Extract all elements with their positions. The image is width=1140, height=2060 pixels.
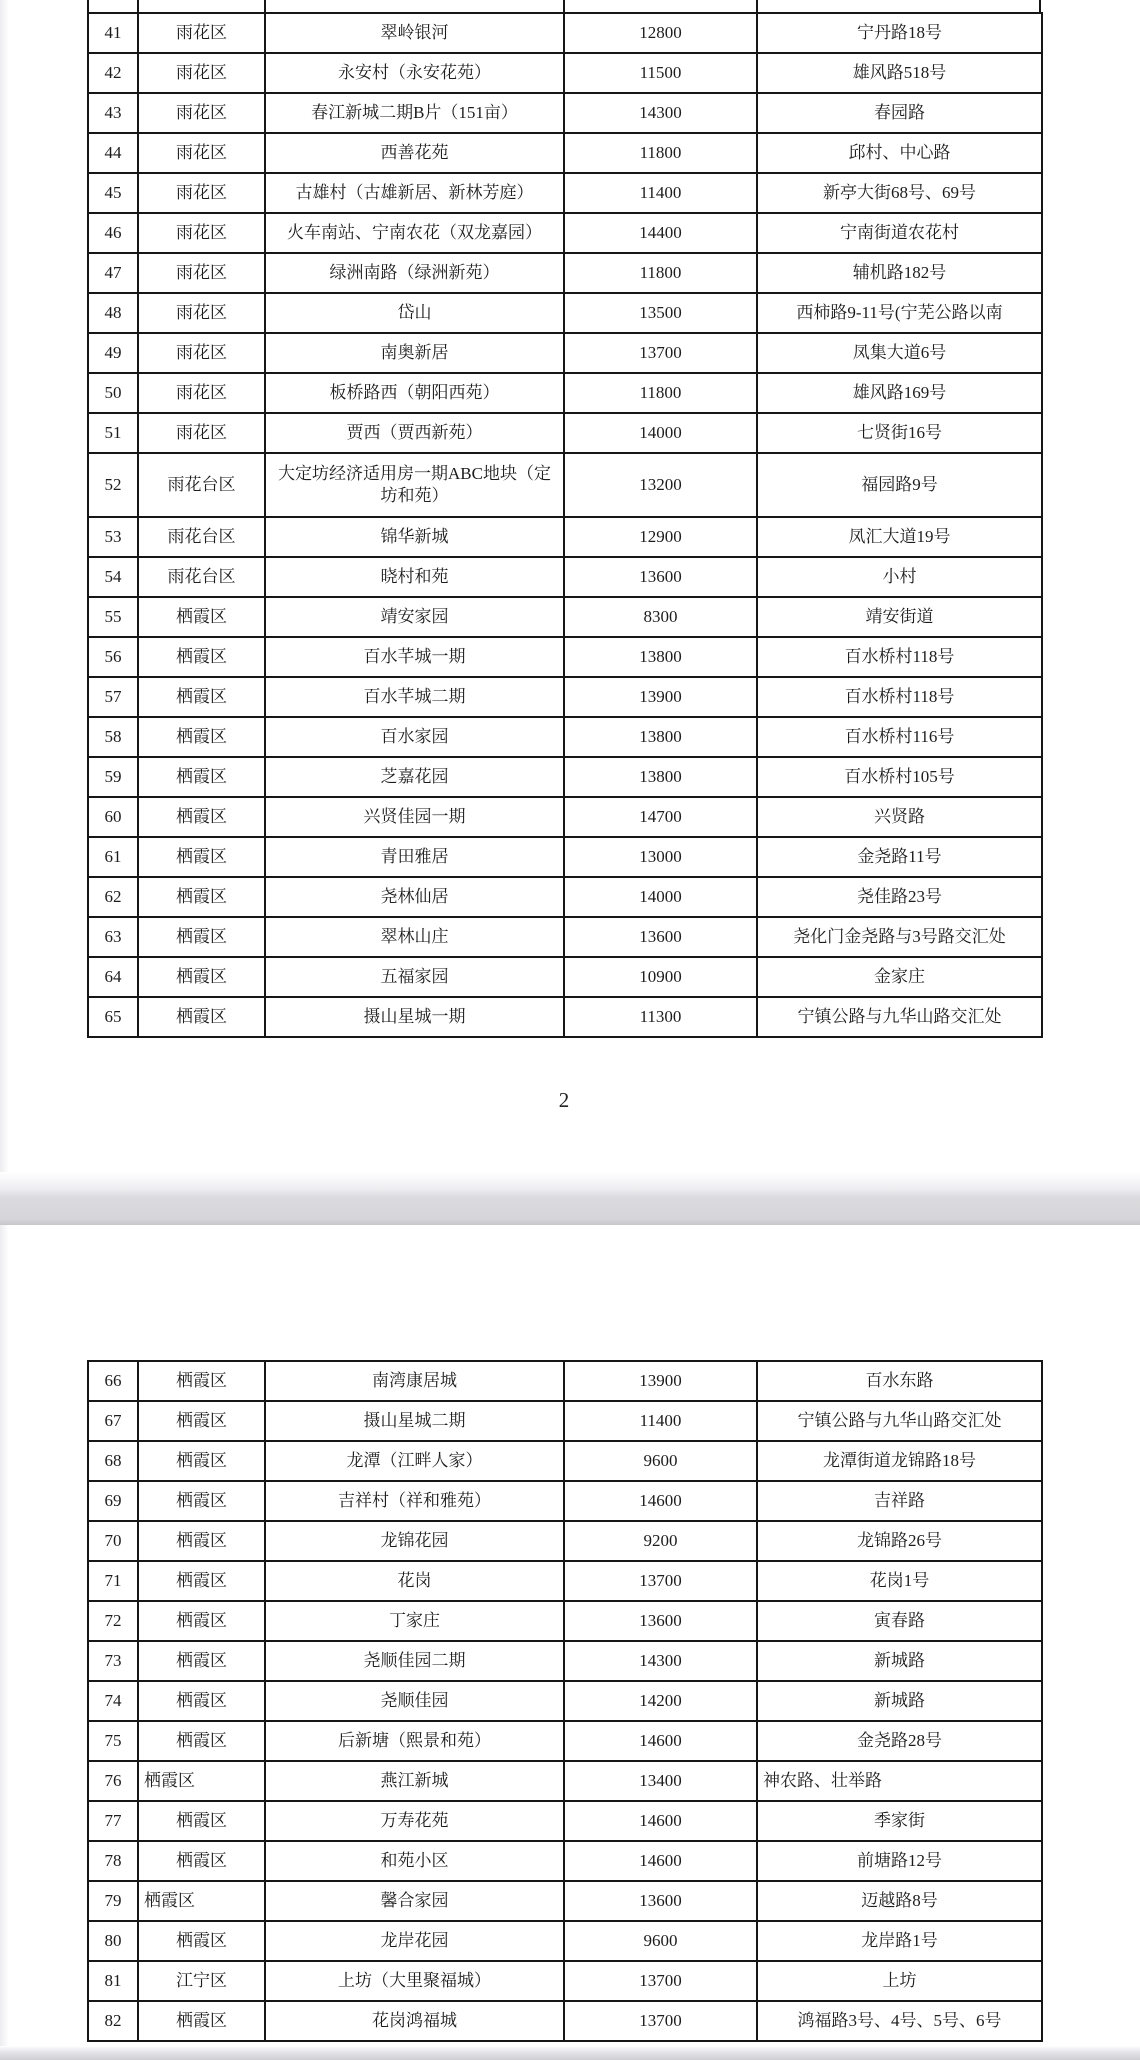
table-row <box>88 797 1042 837</box>
cell-name: 岱山 <box>265 293 564 333</box>
cell-name: 青田雅居 <box>265 837 564 877</box>
cell-seq: 62 <box>88 877 138 917</box>
cell-seq: 64 <box>88 957 138 997</box>
cell-name: 摄山星城二期 <box>265 1401 564 1441</box>
table-row <box>88 957 1042 997</box>
cell-address: 龙岸路1号 <box>757 1921 1042 1961</box>
cell-name: 板桥路西（朝阳西苑） <box>265 373 564 413</box>
cell-district: 栖霞区 <box>138 837 265 877</box>
table-row <box>88 557 1042 597</box>
cell-district: 栖霞区 <box>138 597 265 637</box>
cell-seq: 41 <box>88 13 138 53</box>
cell-name: 摄山星城一期 <box>265 997 564 1037</box>
cell-name: 尧顺佳园 <box>265 1681 564 1721</box>
cell-seq: 55 <box>88 597 138 637</box>
cell-price: 14000 <box>564 877 757 917</box>
cell-price: 14200 <box>564 1681 757 1721</box>
cell-price: 13800 <box>564 637 757 677</box>
cell-address: 花岗1号 <box>757 1561 1042 1601</box>
cell-address: 七贤街16号 <box>757 413 1042 453</box>
table-row <box>88 213 1042 253</box>
cell-seq: 59 <box>88 757 138 797</box>
cell-seq: 61 <box>88 837 138 877</box>
cell-price: 13600 <box>564 1881 757 1921</box>
cell-district: 栖霞区 <box>138 677 265 717</box>
cell-price: 11300 <box>564 997 757 1037</box>
cell-price: 14600 <box>564 1481 757 1521</box>
cell-address: 辅机路182号 <box>757 253 1042 293</box>
cell-seq: 52 <box>88 453 138 517</box>
cell-name: 火车南站、宁南农花（双龙嘉园） <box>265 213 564 253</box>
cell-address: 新亭大街68号、69号 <box>757 173 1042 213</box>
table-row <box>88 1761 1042 1801</box>
cell-name: 燕江新城 <box>265 1761 564 1801</box>
cell-district: 栖霞区 <box>138 1761 265 1801</box>
cell-seq: 66 <box>88 1361 138 1401</box>
cell-name: 古雄村（古雄新居、新林芳庭） <box>265 173 564 213</box>
cell-seq: 73 <box>88 1641 138 1681</box>
cell-seq: 82 <box>88 2001 138 2041</box>
cell-name: 春江新城二期B片（151亩） <box>265 93 564 133</box>
cell-address: 龙潭街道龙锦路18号 <box>757 1441 1042 1481</box>
cell-name: 馨合家园 <box>265 1881 564 1921</box>
cell-district: 栖霞区 <box>138 1921 265 1961</box>
cell-address: 吉祥路 <box>757 1481 1042 1521</box>
cell-district: 雨花区 <box>138 173 265 213</box>
cell-price: 14000 <box>564 413 757 453</box>
table-row <box>88 2001 1042 2041</box>
cell-price: 14600 <box>564 1721 757 1761</box>
table-row <box>88 1561 1042 1601</box>
cell-seq: 60 <box>88 797 138 837</box>
cell-seq: 46 <box>88 213 138 253</box>
cell-address: 百水桥村116号 <box>757 717 1042 757</box>
cell-seq: 79 <box>88 1881 138 1921</box>
cell-price: 13600 <box>564 557 757 597</box>
table-row <box>88 877 1042 917</box>
cell-seq: 50 <box>88 373 138 413</box>
cell-address: 百水桥村118号 <box>757 677 1042 717</box>
cell-address: 雄风路518号 <box>757 53 1042 93</box>
page-number: 2 <box>558 1088 570 1112</box>
cell-seq: 49 <box>88 333 138 373</box>
cell-price: 12900 <box>564 517 757 557</box>
cell-seq: 71 <box>88 1561 138 1601</box>
cell-seq: 69 <box>88 1481 138 1521</box>
cell-price: 9600 <box>564 1441 757 1481</box>
cell-price: 11800 <box>564 253 757 293</box>
cell-address: 兴贤路 <box>757 797 1042 837</box>
cell-district: 栖霞区 <box>138 797 265 837</box>
table-row <box>88 677 1042 717</box>
cell-address: 季家街 <box>757 1801 1042 1841</box>
cell-price: 14300 <box>564 1641 757 1681</box>
cell-seq: 65 <box>88 997 138 1037</box>
table-row <box>88 373 1042 413</box>
cell-address: 宁丹路18号 <box>757 13 1042 53</box>
cell-district: 雨花区 <box>138 133 265 173</box>
cell-address: 西柿路9-11号(宁芜公路以南 <box>757 293 1042 333</box>
table-row <box>88 1361 1042 1401</box>
cell-address: 邱村、中心路 <box>757 133 1042 173</box>
cell-seq: 68 <box>88 1441 138 1481</box>
cell-name: 南奥新居 <box>265 333 564 373</box>
cell-price: 13900 <box>564 677 757 717</box>
table-row <box>88 293 1042 333</box>
cell-seq: 63 <box>88 917 138 957</box>
cell-name: 百水芊城一期 <box>265 637 564 677</box>
cell-price: 13600 <box>564 917 757 957</box>
table-row <box>88 1961 1042 2001</box>
cell-price: 13800 <box>564 717 757 757</box>
cell-address: 迈越路8号 <box>757 1881 1042 1921</box>
cell-address: 神农路、壮举路 <box>757 1761 1042 1801</box>
cell-price: 13700 <box>564 1961 757 2001</box>
cell-name: 五福家园 <box>265 957 564 997</box>
cell-address: 凤汇大道19号 <box>757 517 1042 557</box>
table-row <box>88 333 1042 373</box>
cell-price: 11400 <box>564 173 757 213</box>
cell-seq: 56 <box>88 637 138 677</box>
cell-district: 雨花区 <box>138 213 265 253</box>
table-row <box>88 53 1042 93</box>
cell-name: 花岗鸿福城 <box>265 2001 564 2041</box>
cell-seq: 47 <box>88 253 138 293</box>
cell-address: 小村 <box>757 557 1042 597</box>
table-row <box>88 93 1042 133</box>
cell-name: 百水家园 <box>265 717 564 757</box>
cell-name: 后新塘（熙景和苑） <box>265 1721 564 1761</box>
cell-seq: 42 <box>88 53 138 93</box>
cell-seq: 70 <box>88 1521 138 1561</box>
cell-price: 13700 <box>564 2001 757 2041</box>
table-row <box>88 1721 1042 1761</box>
cell-name: 翠林山庄 <box>265 917 564 957</box>
table-row <box>88 1481 1042 1521</box>
cell-district: 栖霞区 <box>138 1721 265 1761</box>
cell-price: 14700 <box>564 797 757 837</box>
cell-address: 百水桥村118号 <box>757 637 1042 677</box>
cell-name: 花岗 <box>265 1561 564 1601</box>
cell-address: 春园路 <box>757 93 1042 133</box>
cell-district: 雨花区 <box>138 13 265 53</box>
cell-district: 雨花区 <box>138 53 265 93</box>
cell-address: 福园路9号 <box>757 453 1042 517</box>
cell-name: 锦华新城 <box>265 517 564 557</box>
cell-name: 和苑小区 <box>265 1841 564 1881</box>
cell-district: 栖霞区 <box>138 1521 265 1561</box>
cell-name: 龙锦花园 <box>265 1521 564 1561</box>
cell-district: 栖霞区 <box>138 2001 265 2041</box>
cell-name: 翠岭银河 <box>265 13 564 53</box>
cell-address: 宁镇公路与九华山路交汇处 <box>757 1401 1042 1441</box>
cell-price: 13700 <box>564 333 757 373</box>
cell-seq: 57 <box>88 677 138 717</box>
cell-price: 14300 <box>564 93 757 133</box>
cell-district: 栖霞区 <box>138 1361 265 1401</box>
housing-price-table-page2 <box>87 12 1043 1038</box>
cell-name: 丁家庄 <box>265 1601 564 1641</box>
cell-seq: 67 <box>88 1401 138 1441</box>
table-row <box>88 917 1042 957</box>
cell-district: 栖霞区 <box>138 997 265 1037</box>
cell-price: 13500 <box>564 293 757 333</box>
cell-name: 永安村（永安花苑） <box>265 53 564 93</box>
cell-seq: 58 <box>88 717 138 757</box>
cell-address: 新城路 <box>757 1681 1042 1721</box>
cell-address: 寅春路 <box>757 1601 1042 1641</box>
cell-seq: 48 <box>88 293 138 333</box>
housing-price-table-page3 <box>87 1360 1043 2042</box>
cell-price: 13800 <box>564 757 757 797</box>
cell-district: 栖霞区 <box>138 1681 265 1721</box>
cell-district: 栖霞区 <box>138 1601 265 1641</box>
cell-name: 吉祥村（祥和雅苑） <box>265 1481 564 1521</box>
cell-price: 14600 <box>564 1841 757 1881</box>
cell-district: 雨花区 <box>138 253 265 293</box>
table-row <box>88 1841 1042 1881</box>
cell-address: 宁南街道农花村 <box>757 213 1042 253</box>
cell-seq: 43 <box>88 93 138 133</box>
cell-address: 新城路 <box>757 1641 1042 1681</box>
cell-price: 13600 <box>564 1601 757 1641</box>
cell-seq: 75 <box>88 1721 138 1761</box>
cell-name: 龙岸花园 <box>265 1921 564 1961</box>
table-row <box>88 173 1042 213</box>
cell-seq: 74 <box>88 1681 138 1721</box>
cell-price: 11800 <box>564 133 757 173</box>
cell-address: 宁镇公路与九华山路交汇处 <box>757 997 1042 1037</box>
table-row <box>88 413 1042 453</box>
cell-address: 靖安街道 <box>757 597 1042 637</box>
cell-price: 13900 <box>564 1361 757 1401</box>
cell-address: 金尧路11号 <box>757 837 1042 877</box>
cell-price: 9600 <box>564 1921 757 1961</box>
cell-address: 尧化门金尧路与3号路交汇处 <box>757 917 1042 957</box>
cell-name: 南湾康居城 <box>265 1361 564 1401</box>
next-page-gap-edge <box>0 2046 1140 2060</box>
cell-price: 9200 <box>564 1521 757 1561</box>
table-row <box>88 757 1042 797</box>
table-row <box>88 13 1042 53</box>
cell-district: 雨花区 <box>138 413 265 453</box>
cell-district: 栖霞区 <box>138 637 265 677</box>
cell-name: 贾西（贾西新苑） <box>265 413 564 453</box>
cell-address: 凤集大道6号 <box>757 333 1042 373</box>
table-row <box>88 1801 1042 1841</box>
cell-name: 尧顺佳园二期 <box>265 1641 564 1681</box>
cell-district: 栖霞区 <box>138 1401 265 1441</box>
cell-name: 芝嘉花园 <box>265 757 564 797</box>
cell-name: 万寿花苑 <box>265 1801 564 1841</box>
cell-price: 12800 <box>564 13 757 53</box>
cell-district: 雨花区 <box>138 373 265 413</box>
cell-price: 11500 <box>564 53 757 93</box>
cell-name: 绿洲南路（绿洲新苑） <box>265 253 564 293</box>
cell-price: 13400 <box>564 1761 757 1801</box>
cell-district: 栖霞区 <box>138 757 265 797</box>
cell-district: 栖霞区 <box>138 957 265 997</box>
table-row <box>88 453 1042 517</box>
table-row <box>88 1521 1042 1561</box>
cell-district: 栖霞区 <box>138 1561 265 1601</box>
cell-price: 14600 <box>564 1801 757 1841</box>
cell-address: 上坊 <box>757 1961 1042 2001</box>
cell-address: 鸿福路3号、4号、5号、6号 <box>757 2001 1042 2041</box>
cell-seq: 53 <box>88 517 138 557</box>
table-row <box>88 637 1042 677</box>
table-row <box>88 1601 1042 1641</box>
cell-seq: 76 <box>88 1761 138 1801</box>
cell-address: 尧佳路23号 <box>757 877 1042 917</box>
cell-price: 14400 <box>564 213 757 253</box>
cell-name: 上坊（大里聚福城） <box>265 1961 564 2001</box>
cell-address: 金家庄 <box>757 957 1042 997</box>
cell-district: 雨花区 <box>138 93 265 133</box>
page-gap-separator <box>0 1172 1140 1225</box>
cell-district: 栖霞区 <box>138 1841 265 1881</box>
cell-district: 栖霞区 <box>138 717 265 757</box>
cell-district: 栖霞区 <box>138 1801 265 1841</box>
table-row <box>88 997 1042 1037</box>
table-row <box>88 597 1042 637</box>
cell-seq: 80 <box>88 1921 138 1961</box>
cell-seq: 77 <box>88 1801 138 1841</box>
cell-name: 晓村和苑 <box>265 557 564 597</box>
cell-district: 雨花台区 <box>138 557 265 597</box>
cell-price: 13000 <box>564 837 757 877</box>
cell-address: 百水东路 <box>757 1361 1042 1401</box>
cell-seq: 44 <box>88 133 138 173</box>
table-row <box>88 517 1042 557</box>
cell-price: 11400 <box>564 1401 757 1441</box>
table-row <box>88 133 1042 173</box>
cell-name: 西善花苑 <box>265 133 564 173</box>
cell-district: 雨花台区 <box>138 453 265 517</box>
cell-name: 百水芊城二期 <box>265 677 564 717</box>
cell-district: 江宁区 <box>138 1961 265 2001</box>
cell-seq: 81 <box>88 1961 138 2001</box>
cell-price: 8300 <box>564 597 757 637</box>
table-row <box>88 1641 1042 1681</box>
cell-seq: 54 <box>88 557 138 597</box>
cell-address: 百水桥村105号 <box>757 757 1042 797</box>
cell-district: 栖霞区 <box>138 1481 265 1521</box>
cell-name: 尧林仙居 <box>265 877 564 917</box>
table-row <box>88 717 1042 757</box>
cell-district: 栖霞区 <box>138 877 265 917</box>
cell-seq: 51 <box>88 413 138 453</box>
cell-district: 雨花台区 <box>138 517 265 557</box>
cell-address: 前塘路12号 <box>757 1841 1042 1881</box>
cell-district: 栖霞区 <box>138 1881 265 1921</box>
cell-address: 金尧路28号 <box>757 1721 1042 1761</box>
cell-district: 雨花区 <box>138 293 265 333</box>
table-row <box>88 1441 1042 1481</box>
table-row <box>88 1681 1042 1721</box>
table-row <box>88 1881 1042 1921</box>
cell-name: 大定坊经济适用房一期ABC地块（定坊和苑） <box>265 453 564 517</box>
cell-price: 10900 <box>564 957 757 997</box>
cell-district: 栖霞区 <box>138 1641 265 1681</box>
page-left-edge <box>0 0 9 2060</box>
table-row <box>88 1921 1042 1961</box>
cell-price: 13200 <box>564 453 757 517</box>
cell-address: 雄风路169号 <box>757 373 1042 413</box>
cell-seq: 45 <box>88 173 138 213</box>
cell-district: 栖霞区 <box>138 1441 265 1481</box>
table-row <box>88 1401 1042 1441</box>
cell-seq: 78 <box>88 1841 138 1881</box>
cell-district: 栖霞区 <box>138 917 265 957</box>
cell-name: 兴贤佳园一期 <box>265 797 564 837</box>
cell-price: 13700 <box>564 1561 757 1601</box>
cell-district: 雨花区 <box>138 333 265 373</box>
cell-price: 11800 <box>564 373 757 413</box>
cell-name: 靖安家园 <box>265 597 564 637</box>
cell-seq: 72 <box>88 1601 138 1641</box>
table-row <box>88 253 1042 293</box>
cell-name: 龙潭（江畔人家） <box>265 1441 564 1481</box>
table-row <box>88 837 1042 877</box>
cell-address: 龙锦路26号 <box>757 1521 1042 1561</box>
